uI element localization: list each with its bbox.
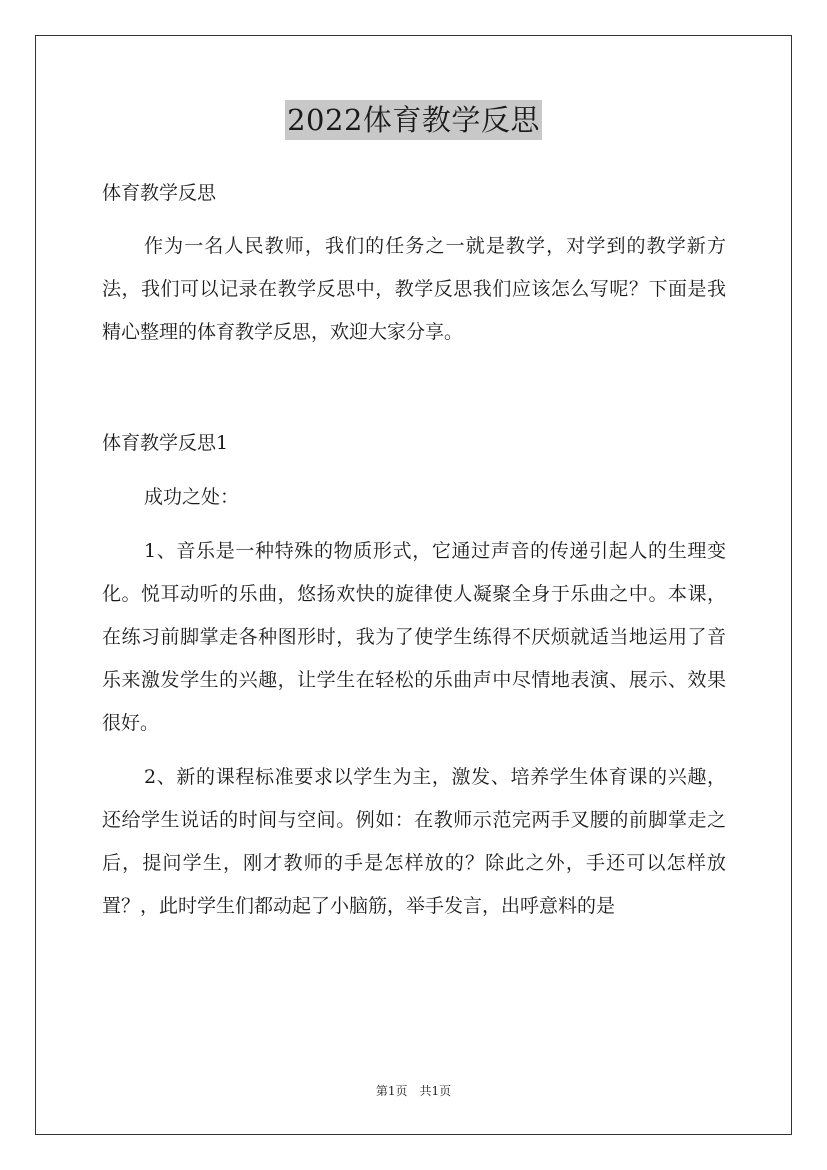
document-body — [102, 172, 726, 928]
document-title: 2022体育教学反思 — [285, 100, 542, 140]
page-footer — [0, 1083, 827, 1099]
document-heading: 体育教学反思 — [102, 182, 217, 204]
page-total: 共1页 — [419, 1084, 452, 1098]
title-container — [0, 100, 827, 140]
point-paragraph-2: 2、新的课程标准要求以学生为主，激发、培养学生体育课的兴趣，还给学生说话的时间与空间。例如：在教师示范完两手叉腰的前脚掌走之后，提问学生，刚才教师的手是怎样放的？除此之外，手还可以怎样放置？，此时学生们都动起了小脑筋，举手发言，出呼意料的是 — [102, 766, 726, 917]
point-paragraph-1: 1、音乐是一种特殊的物质形式，它通过声音的传递引起人的生理变化。悦耳动听的乐曲，悠扬欢快的旋律使人凝聚全身于乐曲之中。本课，在练习前脚掌走各种图形时，我为了使学生练得不厌烦就适当地运用了音乐来激发学生的兴趣，让学生在轻松的乐曲声中尽情地表演、展示、效果很好。 — [102, 540, 726, 734]
page-number: 第1页 — [375, 1084, 408, 1098]
section-heading: 体育教学反思1 — [102, 432, 229, 454]
intro-paragraph: 作为一名人民教师，我们的任务之一就是教学，对学到的教学新方法，我们可以记录在教学反思中，教学反思我们应该怎么写呢？下面是我精心整理的体育教学反思，欢迎大家分享。 — [102, 235, 726, 343]
success-label: 成功之处： — [144, 486, 240, 508]
